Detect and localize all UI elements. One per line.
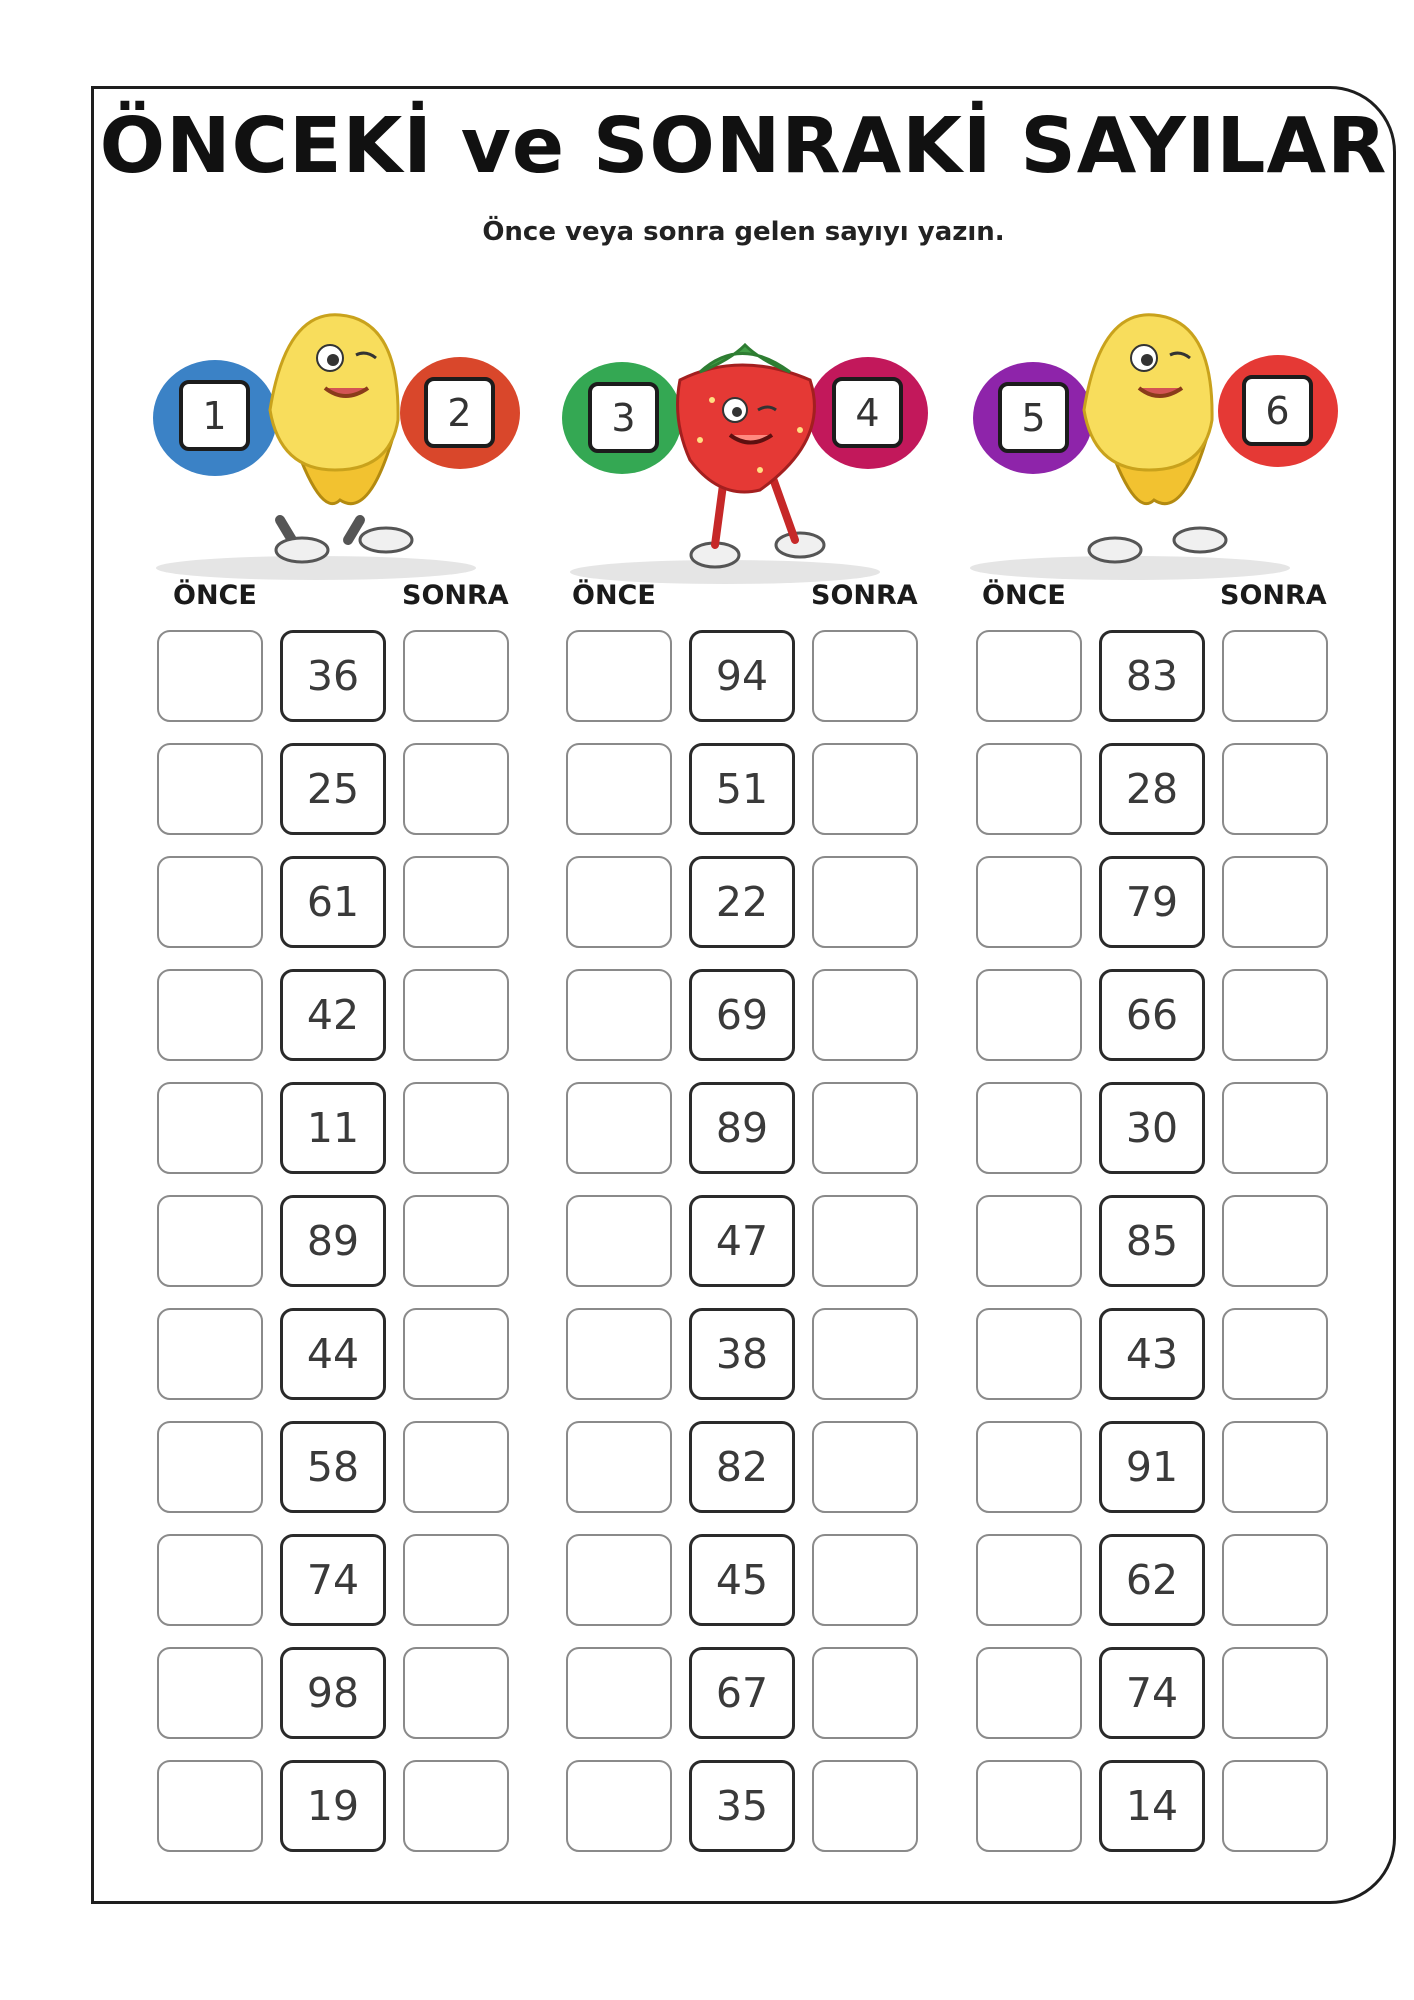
answer-box-after[interactable] [812, 969, 918, 1061]
given-number: 42 [280, 969, 386, 1061]
answer-box-before[interactable] [566, 1647, 672, 1739]
given-number: 89 [280, 1195, 386, 1287]
answer-box-before[interactable] [976, 743, 1082, 835]
given-number: 98 [280, 1647, 386, 1739]
answer-box-after[interactable] [403, 1308, 509, 1400]
answer-box-before[interactable] [976, 1647, 1082, 1739]
given-number: 67 [689, 1647, 795, 1739]
given-number: 11 [280, 1082, 386, 1174]
given-number: 44 [280, 1308, 386, 1400]
given-number: 14 [1099, 1760, 1205, 1852]
label-sonra-1: SONRA [402, 580, 509, 611]
given-number: 94 [689, 630, 795, 722]
answer-box-before[interactable] [976, 630, 1082, 722]
answer-box-after[interactable] [403, 1647, 509, 1739]
answer-box-before[interactable] [566, 1195, 672, 1287]
mascot-card-3: 3 [588, 382, 659, 453]
answer-box-after[interactable] [403, 1534, 509, 1626]
answer-box-before[interactable] [157, 969, 263, 1061]
answer-box-after[interactable] [812, 743, 918, 835]
answer-box-before[interactable] [157, 856, 263, 948]
worksheet-title: ÖNCEKİ ve SONRAKİ SAYILAR [99, 102, 1388, 191]
given-number: 28 [1099, 743, 1205, 835]
given-number: 79 [1099, 856, 1205, 948]
label-once-2: ÖNCE [572, 580, 656, 611]
answer-box-after[interactable] [1222, 1421, 1328, 1513]
given-number: 91 [1099, 1421, 1205, 1513]
answer-box-after[interactable] [403, 630, 509, 722]
given-number: 66 [1099, 969, 1205, 1061]
answer-box-after[interactable] [1222, 1647, 1328, 1739]
answer-box-after[interactable] [403, 1760, 509, 1852]
mascot-card-6: 6 [1242, 375, 1313, 446]
answer-box-after[interactable] [1222, 1308, 1328, 1400]
answer-box-before[interactable] [566, 1308, 672, 1400]
given-number: 30 [1099, 1082, 1205, 1174]
given-number: 61 [280, 856, 386, 948]
answer-box-after[interactable] [812, 1760, 918, 1852]
given-number: 83 [1099, 630, 1205, 722]
answer-box-after[interactable] [812, 1534, 918, 1626]
given-number: 19 [280, 1760, 386, 1852]
given-number: 85 [1099, 1195, 1205, 1287]
answer-box-after[interactable] [403, 1195, 509, 1287]
given-number: 35 [689, 1760, 795, 1852]
answer-box-before[interactable] [566, 856, 672, 948]
answer-box-before[interactable] [976, 1308, 1082, 1400]
mascot-card-4: 4 [832, 377, 903, 448]
label-once-1: ÖNCE [173, 580, 257, 611]
answer-box-after[interactable] [812, 856, 918, 948]
given-number: 47 [689, 1195, 795, 1287]
answer-box-after[interactable] [812, 1647, 918, 1739]
answer-box-before[interactable] [976, 1534, 1082, 1626]
given-number: 36 [280, 630, 386, 722]
answer-box-before[interactable] [157, 1760, 263, 1852]
given-number: 22 [689, 856, 795, 948]
answer-box-before[interactable] [566, 743, 672, 835]
answer-box-after[interactable] [403, 1421, 509, 1513]
given-number: 43 [1099, 1308, 1205, 1400]
answer-box-after[interactable] [812, 1308, 918, 1400]
label-once-3: ÖNCE [982, 580, 1066, 611]
mascot-card-1: 1 [179, 380, 250, 451]
answer-box-after[interactable] [403, 969, 509, 1061]
answer-box-before[interactable] [976, 1421, 1082, 1513]
answer-box-before[interactable] [157, 1647, 263, 1739]
answer-box-after[interactable] [812, 1195, 918, 1287]
given-number: 74 [280, 1534, 386, 1626]
answer-box-before[interactable] [566, 1421, 672, 1513]
mascot-card-2: 2 [424, 377, 495, 448]
given-number: 38 [689, 1308, 795, 1400]
answer-box-after[interactable] [1222, 856, 1328, 948]
given-number: 89 [689, 1082, 795, 1174]
worksheet-subtitle: Önce veya sonra gelen sayıyı yazın. [482, 217, 1005, 247]
given-number: 62 [1099, 1534, 1205, 1626]
label-sonra-3: SONRA [1220, 580, 1327, 611]
answer-box-before[interactable] [566, 1082, 672, 1174]
answer-box-after[interactable] [1222, 969, 1328, 1061]
answer-box-after[interactable] [1222, 1760, 1328, 1852]
given-number: 58 [280, 1421, 386, 1513]
answer-box-before[interactable] [157, 630, 263, 722]
answer-box-after[interactable] [812, 1421, 918, 1513]
answer-box-before[interactable] [566, 1760, 672, 1852]
answer-box-before[interactable] [157, 1195, 263, 1287]
answer-box-after[interactable] [403, 1082, 509, 1174]
mascot-illustrations [0, 0, 1414, 600]
given-number: 82 [689, 1421, 795, 1513]
answer-box-after[interactable] [1222, 1195, 1328, 1287]
given-number: 51 [689, 743, 795, 835]
answer-box-before[interactable] [566, 1534, 672, 1626]
answer-box-before[interactable] [157, 1308, 263, 1400]
answer-box-before[interactable] [566, 630, 672, 722]
answer-box-after[interactable] [1222, 743, 1328, 835]
given-number: 69 [689, 969, 795, 1061]
answer-box-after[interactable] [812, 630, 918, 722]
mascot-card-5: 5 [998, 382, 1069, 453]
answer-box-after[interactable] [1222, 1082, 1328, 1174]
answer-box-before[interactable] [157, 1534, 263, 1626]
answer-box-after[interactable] [403, 743, 509, 835]
answer-box-after[interactable] [403, 856, 509, 948]
answer-box-before[interactable] [976, 1195, 1082, 1287]
answer-box-before[interactable] [976, 1760, 1082, 1852]
answer-box-after[interactable] [1222, 1534, 1328, 1626]
given-number: 25 [280, 743, 386, 835]
answer-box-before[interactable] [976, 1082, 1082, 1174]
given-number: 45 [689, 1534, 795, 1626]
answer-box-before[interactable] [976, 969, 1082, 1061]
given-number: 74 [1099, 1647, 1205, 1739]
label-sonra-2: SONRA [811, 580, 918, 611]
answer-box-before[interactable] [976, 856, 1082, 948]
answer-box-before[interactable] [157, 1082, 263, 1174]
answer-box-before[interactable] [157, 1421, 263, 1513]
answer-box-before[interactable] [566, 969, 672, 1061]
answer-box-after[interactable] [812, 1082, 918, 1174]
answer-box-before[interactable] [157, 743, 263, 835]
answer-box-after[interactable] [1222, 630, 1328, 722]
